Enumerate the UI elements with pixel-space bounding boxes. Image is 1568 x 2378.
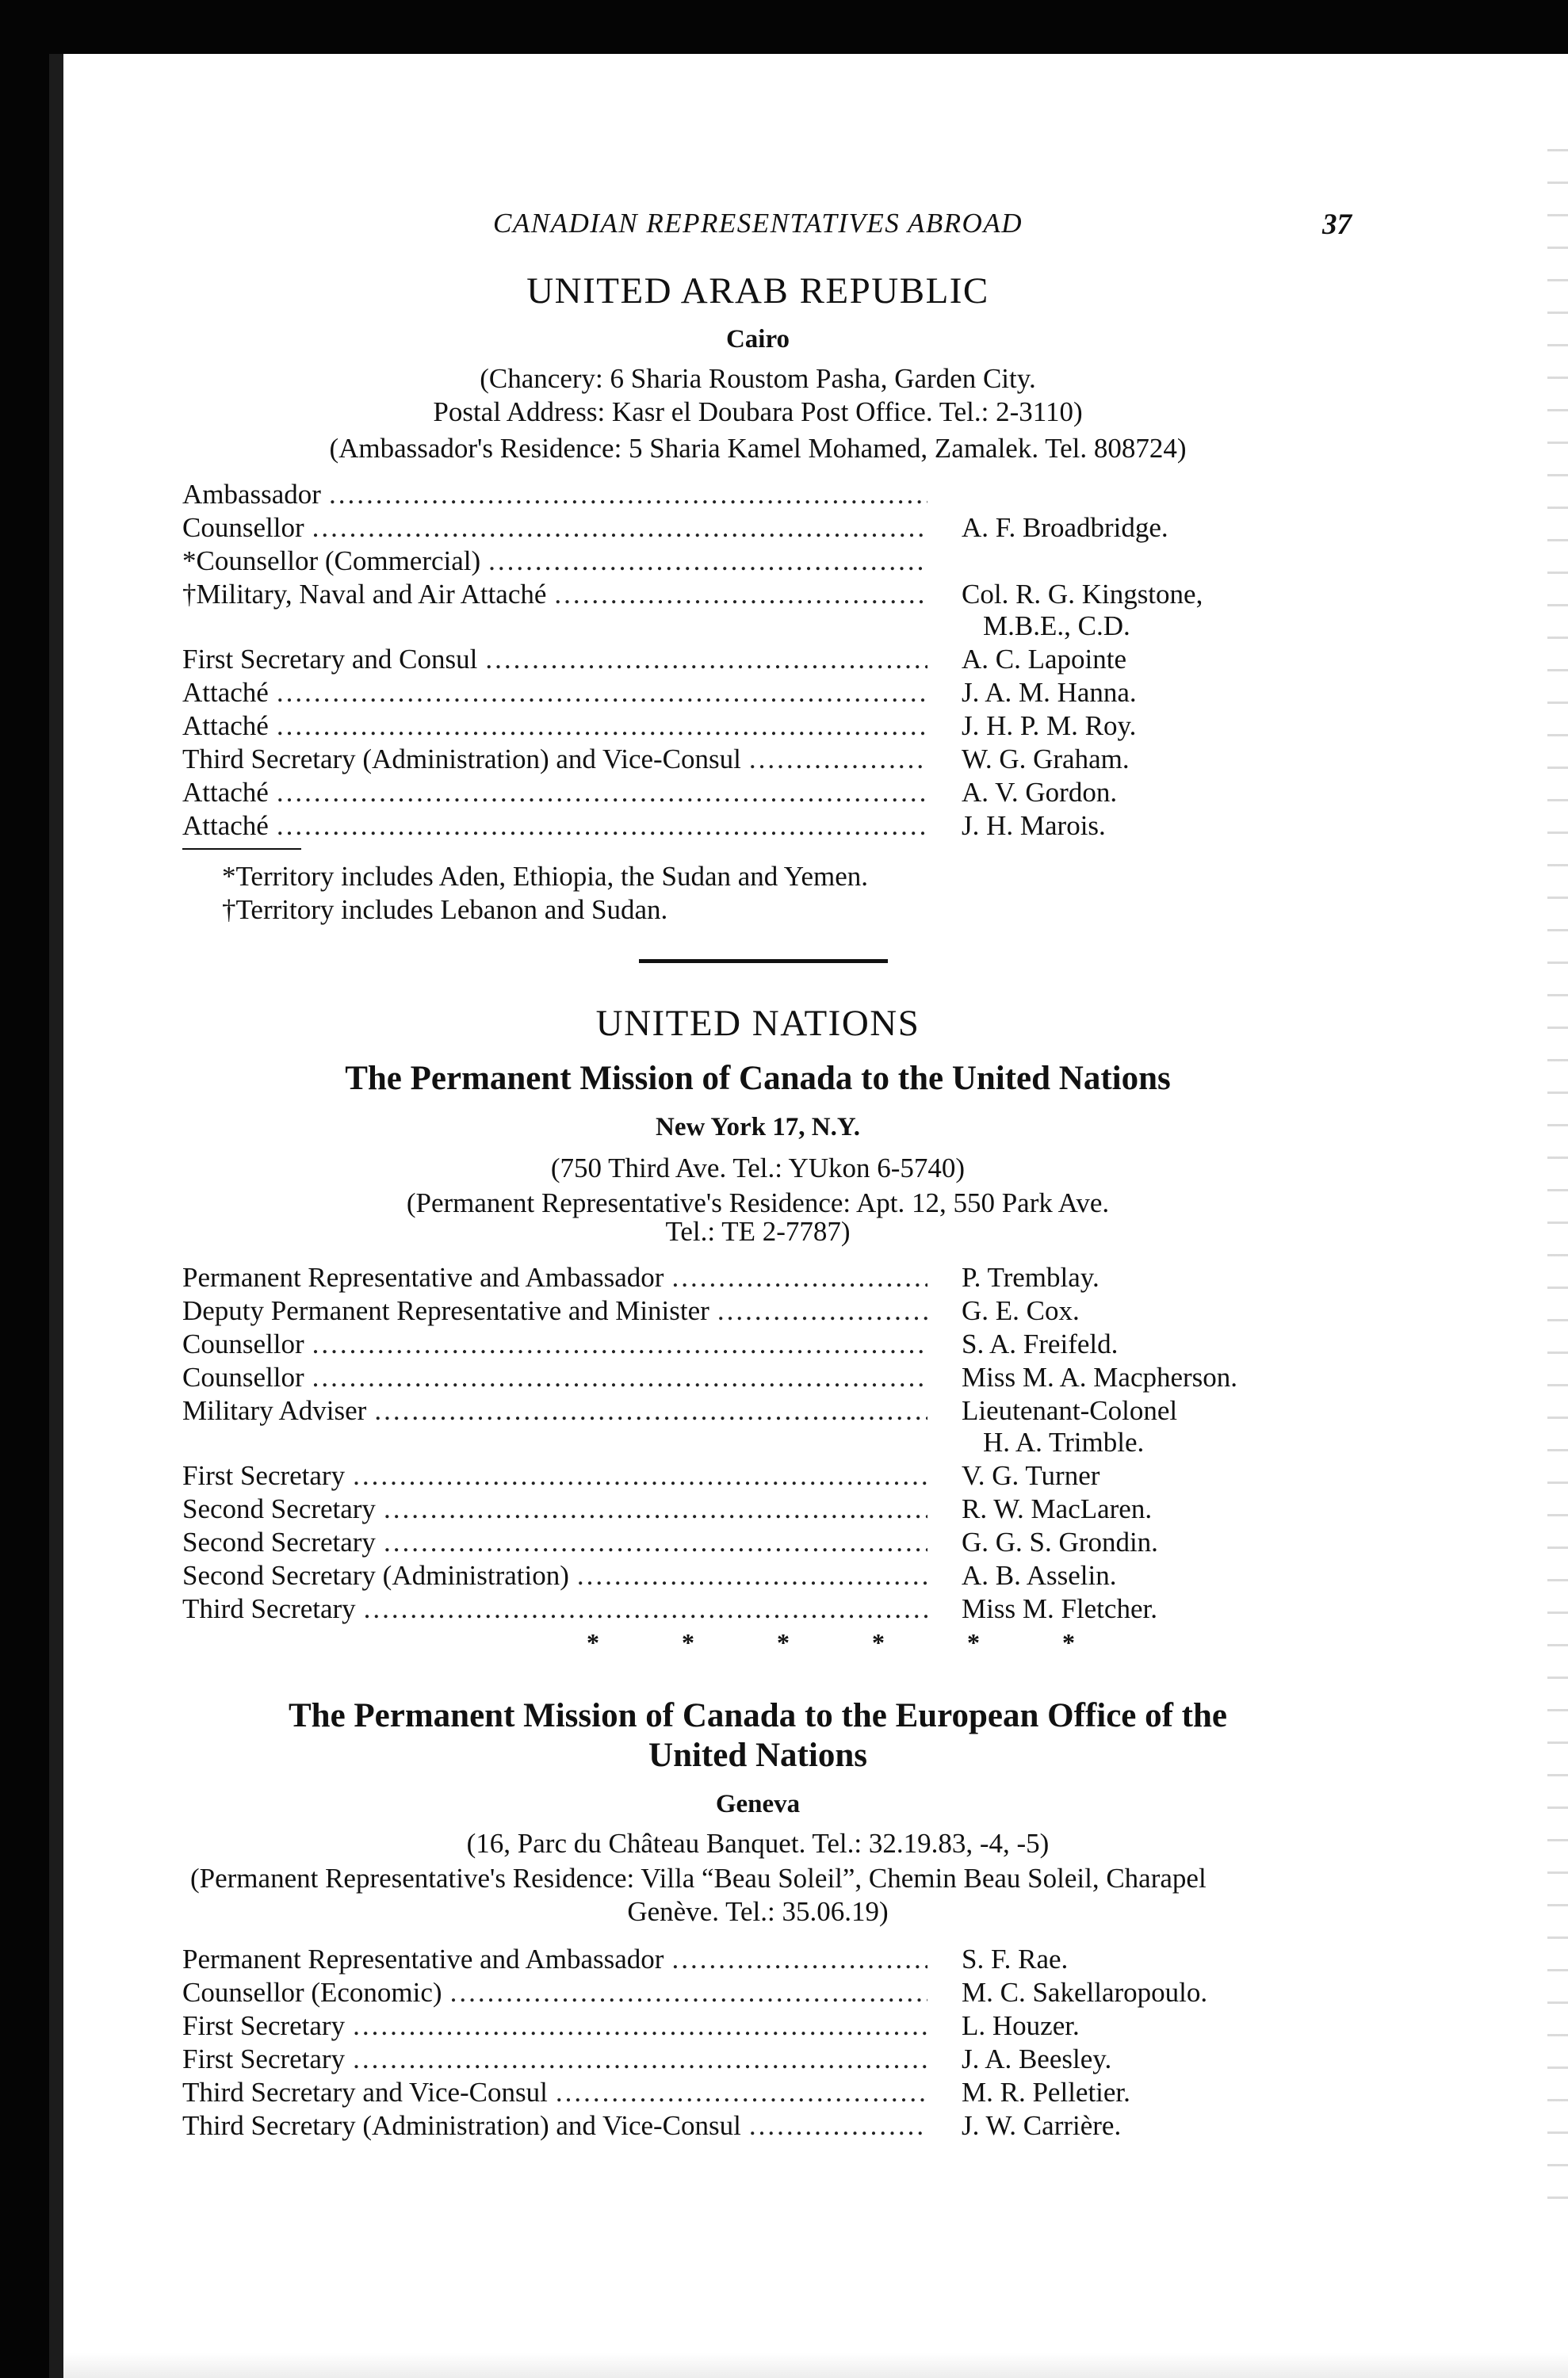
section-separator-asterisks: * * * * * * <box>587 1628 1113 1657</box>
staff-name: J. H. Marois. <box>962 810 1106 841</box>
dot-leader <box>577 1560 927 1592</box>
dot-leader <box>312 512 927 544</box>
un-title: UNITED NATIONS <box>595 1003 920 1044</box>
dot-leader <box>353 2010 927 2042</box>
uar-staff-row <box>182 545 1356 580</box>
dot-leader <box>277 710 927 742</box>
staff-role: First Secretary <box>182 2010 346 2041</box>
staff-role: Second Secretary <box>182 1527 376 1558</box>
staff-name: Miss M. A. Macpherson. <box>962 1362 1238 1393</box>
staff-name: M. C. Sakellaropoulo. <box>962 1977 1208 2008</box>
dot-leader <box>312 1362 927 1394</box>
geneva-staff-row <box>182 1977 1356 2012</box>
page-bottom-shade <box>63 2353 1568 2378</box>
uar-address-line-1: (Chancery: 6 Sharia Roustom Pasha, Garden City. <box>480 363 1036 394</box>
dot-leader <box>353 2043 927 2075</box>
geneva-city: Geneva <box>715 1790 801 1818</box>
staff-role: Permanent Representative and Ambassador <box>182 1262 664 1293</box>
staff-role: Deputy Permanent Representative and Minister <box>182 1295 709 1326</box>
staff-name: M. R. Pelletier. <box>962 2077 1130 2108</box>
page-number: 37 <box>1322 208 1352 241</box>
staff-name: A. C. Lapointe <box>962 644 1127 675</box>
running-head: CANADIAN REPRESENTATIVES ABROAD <box>493 208 1023 239</box>
staff-name: J. H. P. M. Roy. <box>962 710 1137 741</box>
uar-address-line-2: Postal Address: Kasr el Doubara Post Office. Tel.: 2-3110) <box>433 396 1083 427</box>
dot-leader <box>353 1460 927 1492</box>
uar-staff-row <box>182 744 1356 778</box>
un-staff-row <box>182 1460 1356 1495</box>
dot-leader <box>374 1395 927 1427</box>
dot-leader <box>450 1977 927 2009</box>
section-divider <box>639 959 888 963</box>
staff-name: L. Houzer. <box>962 2010 1080 2041</box>
geneva-title-line-1: The Permanent Mission of Canada to the European Office of the <box>288 1697 1228 1734</box>
dot-leader <box>312 1329 927 1360</box>
dot-leader <box>485 644 927 675</box>
un-address-line-1: (750 Third Ave. Tel.: YUkon 6-5740) <box>550 1153 966 1183</box>
dot-leader <box>277 777 927 809</box>
staff-name: J. W. Carrière. <box>962 2110 1122 2141</box>
un-address-line-3: Tel.: TE 2-7787) <box>665 1216 851 1247</box>
uar-staff-row <box>182 777 1356 812</box>
geneva-staff-row <box>182 2110 1356 2145</box>
staff-name: G. E. Cox. <box>962 1295 1080 1326</box>
staff-name: A. B. Asselin. <box>962 1560 1117 1591</box>
un-staff-row <box>182 1329 1356 1363</box>
staff-role: Attaché <box>182 810 269 841</box>
un-staff-row <box>182 1593 1356 1628</box>
un-staff-row <box>182 1395 1356 1458</box>
staff-role: Second Secretary <box>182 1493 376 1524</box>
scan-left-border <box>0 0 49 2378</box>
geneva-staff-row <box>182 1944 1356 1978</box>
staff-name: Col. R. G. Kingstone, <box>962 579 1203 610</box>
geneva-staff-row <box>182 2077 1356 2112</box>
un-staff-row <box>182 1493 1356 1528</box>
staff-role: Second Secretary (Administration) <box>182 1560 569 1591</box>
staff-role: †Military, Naval and Air Attaché <box>182 579 547 610</box>
un-staff-row <box>182 1262 1356 1297</box>
geneva-staff-row <box>182 2043 1356 2078</box>
dot-leader <box>717 1295 927 1327</box>
staff-role: Military Adviser <box>182 1395 367 1426</box>
geneva-address-line-3: Genève. Tel.: 35.06.19) <box>627 1896 889 1927</box>
dot-leader <box>329 479 927 510</box>
dot-leader <box>671 1262 927 1294</box>
uar-city: Cairo <box>725 325 790 354</box>
staff-name: W. G. Graham. <box>962 744 1130 774</box>
uar-title: UNITED ARAB REPUBLIC <box>526 270 989 312</box>
uar-address-line-3: (Ambassador's Residence: 5 Sharia Kamel Mohamed, Zamalek. Tel. 808724) <box>329 433 1187 464</box>
dot-leader <box>671 1944 927 1975</box>
staff-role: Counsellor <box>182 512 304 543</box>
staff-name: J. A. Beesley. <box>962 2043 1112 2074</box>
un-address-line-2: (Permanent Representative's Residence: Apt. 12, 550 Park Ave. <box>406 1187 1110 1218</box>
uar-staff-row <box>182 677 1356 712</box>
dot-leader <box>749 2110 927 2142</box>
staff-role: Third Secretary (Administration) and Vice-Consul <box>182 2110 741 2141</box>
un-staff-row <box>182 1527 1356 1562</box>
staff-name: J. A. M. Hanna. <box>962 677 1137 708</box>
uar-staff-row <box>182 512 1356 547</box>
staff-name: A. F. Broadbridge. <box>962 512 1168 543</box>
staff-role: Ambassador <box>182 479 321 510</box>
dot-leader <box>384 1493 927 1525</box>
staff-name: G. G. S. Grondin. <box>962 1527 1158 1558</box>
dot-leader <box>277 810 927 842</box>
uar-footnote-2: †Territory includes Lebanon and Sudan. <box>222 894 668 925</box>
staff-role: Third Secretary and Vice-Consul <box>182 2077 548 2108</box>
staff-role: Attaché <box>182 677 269 708</box>
staff-name: A. V. Gordon. <box>962 777 1118 808</box>
staff-name: S. A. Freifeld. <box>962 1329 1119 1359</box>
uar-staff-row <box>182 644 1356 679</box>
staff-name: P. Tremblay. <box>962 1262 1100 1293</box>
un-staff-row <box>182 1295 1356 1330</box>
dot-leader <box>488 545 927 577</box>
un-mission-title: The Permanent Mission of Canada to the United Nations <box>345 1060 1171 1097</box>
staff-name: Lieutenant-Colonel <box>962 1395 1178 1426</box>
binding-edge <box>49 54 63 2378</box>
page-edge-marks <box>1547 119 1568 2219</box>
dot-leader <box>556 2077 927 2108</box>
staff-role: Attaché <box>182 710 269 741</box>
staff-role: Permanent Representative and Ambassador <box>182 1944 664 1975</box>
staff-role: Attaché <box>182 777 269 808</box>
staff-role: First Secretary <box>182 2043 346 2074</box>
staff-role: *Counsellor (Commercial) <box>182 545 481 576</box>
uar-footnote-1: *Territory includes Aden, Ethiopia, the Sudan and Yemen. <box>222 861 869 892</box>
dot-leader <box>364 1593 927 1625</box>
staff-role: Third Secretary <box>182 1593 356 1624</box>
staff-name: R. W. MacLaren. <box>962 1493 1153 1524</box>
staff-name: V. G. Turner <box>962 1460 1100 1491</box>
un-staff-row <box>182 1362 1356 1397</box>
uar-staff-row <box>182 710 1356 745</box>
footnote-rule <box>182 848 301 850</box>
staff-role: Counsellor (Economic) <box>182 1977 442 2008</box>
staff-role: Counsellor <box>182 1362 304 1393</box>
scan-top-border <box>0 0 1568 54</box>
staff-role: First Secretary <box>182 1460 346 1491</box>
staff-role: Counsellor <box>182 1329 304 1359</box>
geneva-address-line-1: (16, Parc du Château Banquet. Tel.: 32.19.83, -4, -5) <box>466 1828 1050 1859</box>
geneva-staff-row <box>182 2010 1356 2045</box>
un-staff-row <box>182 1560 1356 1595</box>
uar-staff-row <box>182 479 1356 514</box>
staff-name-continued: H. A. Trimble. <box>983 1427 1145 1458</box>
staff-role: Third Secretary (Administration) and Vice-Consul <box>182 744 741 774</box>
dot-leader <box>277 677 927 709</box>
staff-name: Miss M. Fletcher. <box>962 1593 1157 1624</box>
dot-leader <box>554 579 927 610</box>
un-city: New York 17, N.Y. <box>656 1113 860 1141</box>
dot-leader <box>384 1527 927 1558</box>
geneva-title-line-2: United Nations <box>648 1737 867 1774</box>
uar-staff-row <box>182 810 1356 845</box>
staff-name-continued: M.B.E., C.D. <box>983 610 1130 641</box>
geneva-address-line-2: (Permanent Representative's Residence: Villa “Beau Soleil”, Chemin Beau Soleil, Charapel <box>190 1863 1207 1894</box>
uar-staff-row <box>182 579 1356 641</box>
staff-role: First Secretary and Consul <box>182 644 478 675</box>
dot-leader <box>749 744 927 775</box>
staff-name: S. F. Rae. <box>962 1944 1069 1975</box>
